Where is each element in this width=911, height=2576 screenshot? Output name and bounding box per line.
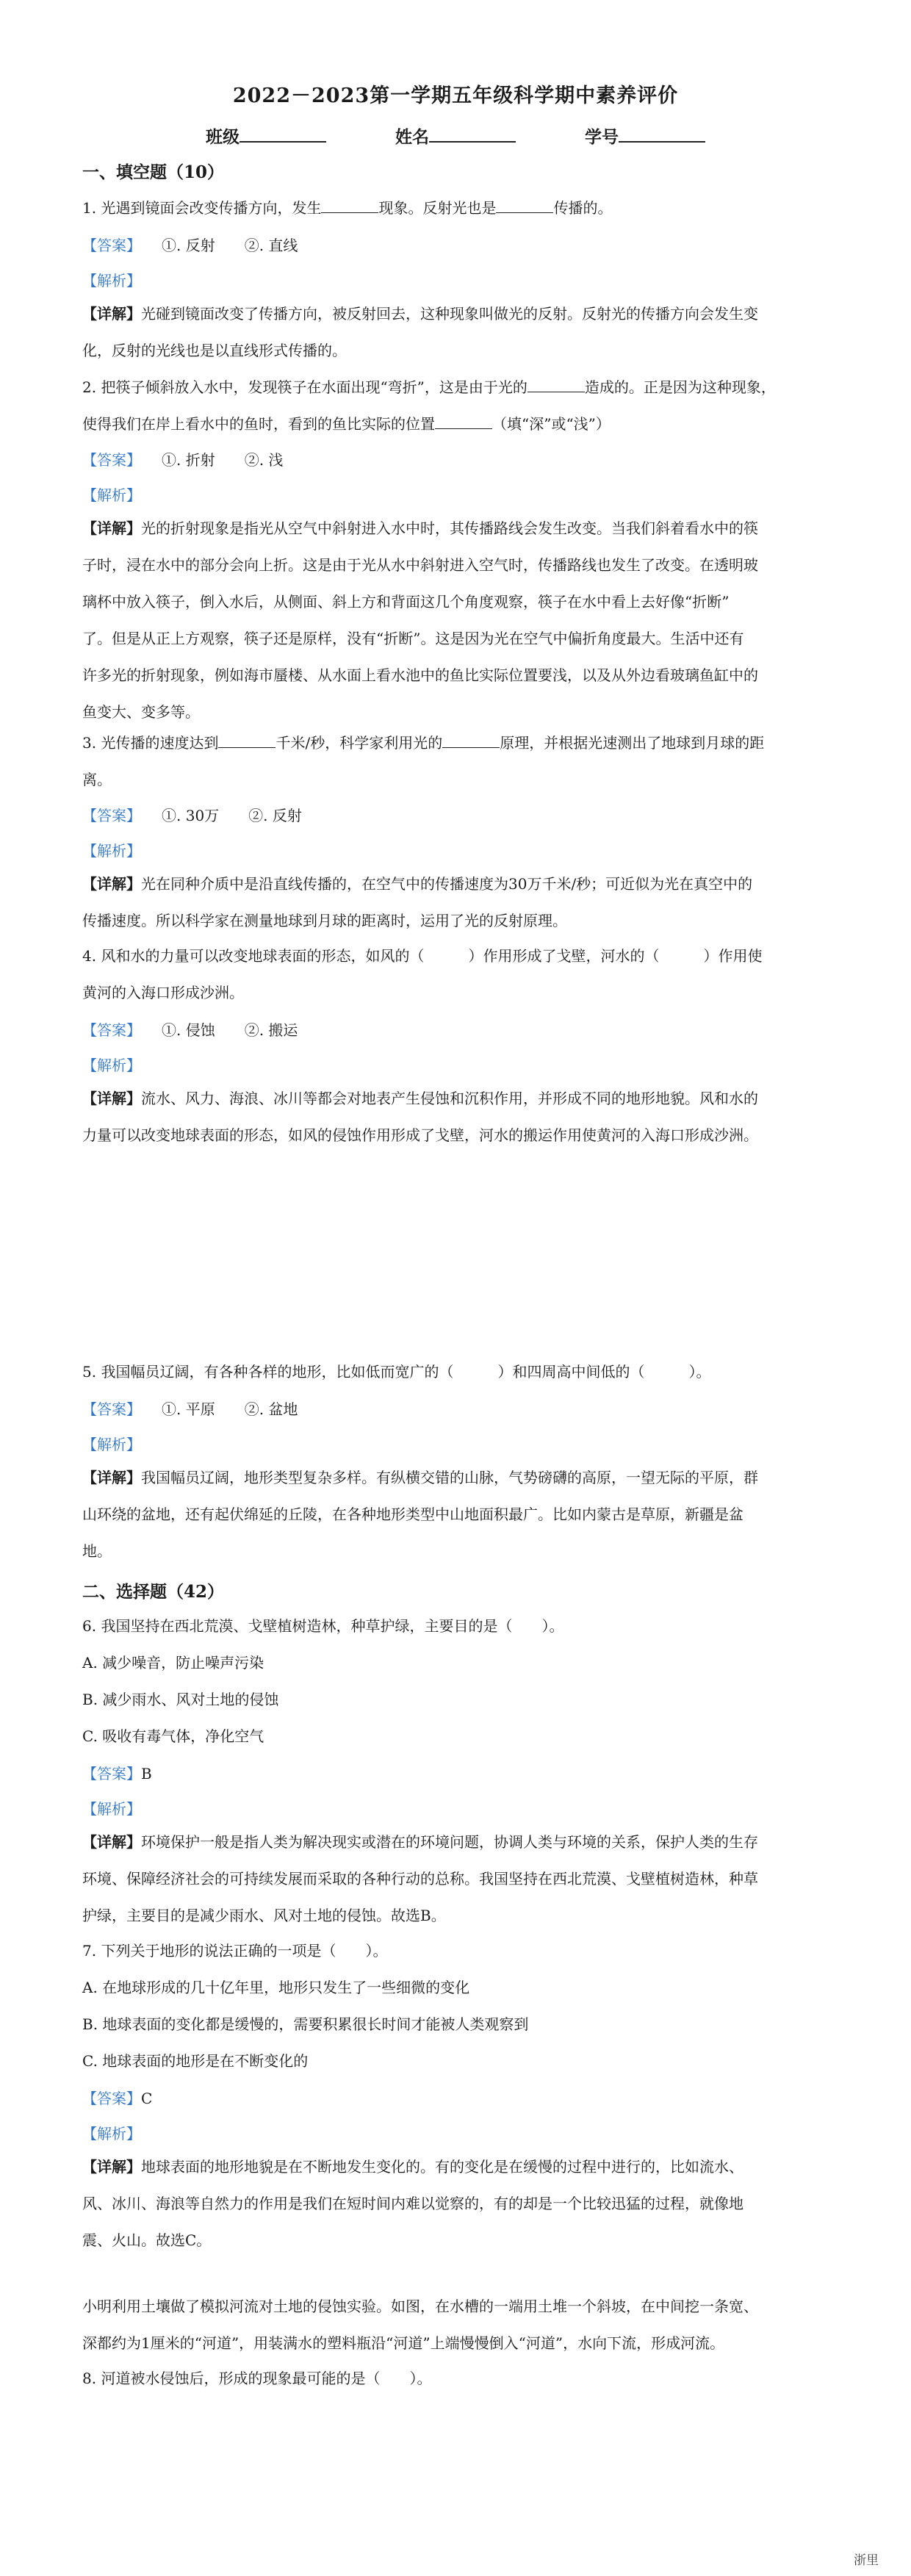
q6-option-c: C. 吸收有毒气体，净化空气 (82, 1727, 264, 1745)
q4-answer: 【答案】 ①. 侵蚀 ②. 搬运 (82, 1021, 298, 1039)
q6-answer: 【答案】B (82, 1765, 152, 1782)
q7-analysis-label: 【解析】 (82, 2125, 141, 2143)
class-blank (240, 125, 326, 143)
q1-detail: 【详解】光碰到镜面改变了传播方向，被反射回去，这种现象叫做光的反射。反射光的传播方向会发生变 化，反射的光线也是以直线形式传播的。 (82, 305, 758, 359)
number-label: 学号 (585, 127, 619, 147)
q5-analysis-label: 【解析】 (82, 1436, 141, 1453)
q8-intro: 小明利用土壤做了模拟河流对土地的侵蚀实验。如图，在水槽的一端用土堆一个斜坡，在中间挖一条宽、 深都约为1厘米的“河道”，用装满水的塑料瓶沿“河道”上端慢慢倒入“河道”，水向下流，形成河流。 (82, 2298, 758, 2352)
q3-answer: 【答案】 ①. 30万 ②. 反射 (82, 807, 302, 824)
number-blank (619, 125, 705, 143)
q5-detail: 【详解】我国幅员辽阔，地形类型复杂多样。有纵横交错的山脉，气势磅礴的高原，一望无际的平原，群 山环绕的盆地，还有起伏绵延的丘陵，在各种地形类型中山地面积最广。比如内蒙古是草原，新疆是盆 地。 (82, 1469, 758, 1560)
q1-analysis-label: 【解析】 (82, 272, 141, 289)
section-choice-heading: 二、选择题（42） (82, 1582, 225, 1602)
q7-option-c: C. 地球表面的地形是在不断变化的 (82, 2052, 309, 2070)
q4-detail: 【详解】流水、风力、海浪、冰川等都会对地表产生侵蚀和沉积作用，并形成不同的地形地貌。风和水的 力量可以改变地球表面的形态，如风的侵蚀作用形成了戈壁，河水的搬运作用使黄河的入海口形成沙洲。 (82, 1090, 758, 1144)
q6-stem: 6. 我国坚持在西北荒漠、戈壁植树造林，种草护绿，主要目的是（ ）。 A. 减少噪音，防止噪声污染 B. 减少雨水、风对土地的侵蚀 C. 吸收有毒气体，净化空气 (82, 1617, 564, 1745)
q4-analysis-label: 【解析】 (82, 1057, 141, 1074)
q5-stem: 5. 我国幅员辽阔，有各种各样的地形，比如低而宽广的（ ）和四周高中间低的（ ）。 (82, 1363, 711, 1381)
page-footer: 浙里 (854, 2553, 879, 2568)
q6-analysis-label: 【解析】 (82, 1800, 141, 1818)
q5-answer: 【答案】 ①. 平原 ②. 盆地 (82, 1400, 298, 1418)
q1-line1: 1. 光遇到镜面会改变传播方向，发生 现象。反射光也是 传播的。 (82, 199, 613, 217)
page-title: 2022－2023第一学期五年级科学期中素养评价 (232, 84, 679, 107)
q2-detail: 【详解】光的折射现象是指光从空气中斜射进入水中时，其传播路线会发生改变。当我们斜着看水中的筷 子时，浸在水中的部分会向上折。这是由于光从水中斜射进入空气时，传播路线也发生了改变。在透明玻 璃杯中放入筷子，倒入水后，从侧面、斜上方和背面这几个角度观察，筷子在水中看上去好像“折断” 了。但是从正上方观察，筷子还是原样，没有“折断”。这是因为光在空气中偏折角度最大。生活中还有 许多光的折射现象，例如海市蜃楼、从水面上看水池中的鱼比实际位置要浅，以及从外边看玻璃鱼缸中的 鱼变大、变多等。 (82, 519, 758, 721)
q7-answer: 【答案】C (82, 2090, 153, 2107)
q7-detail: 【详解】地球表面的地形地貌是在不断地发生变化的。有的变化是在缓慢的过程中进行的，比如流水、 风、冰川、海浪等自然力的作用是我们在短时间内难以觉察的，有的却是一个比较迅猛的过程，就像地 震、火山。故选C。 (82, 2158, 743, 2249)
q7-option-a: A. 在地球形成的几十亿年里，地形只发生了一些细微的变化 (82, 1979, 470, 1996)
q2-stem: 2. 把筷子倾斜放入水中，发现筷子在水面出现“弯折”，这是由于光的 造成的。正是因为这种现象， 使得我们在岸上看水中的鱼时，看到的鱼比实际的位置 （填“深”或“浅”） (82, 378, 776, 433)
section-fill-heading: 一、填空题（10） (82, 162, 225, 182)
q1-answer: 【答案】 ①. 反射 ②. 直线 (82, 237, 298, 254)
q2-answer: 【答案】 ①. 折射 ②. 浅 (82, 451, 284, 469)
q6-option-b: B. 减少雨水、风对土地的侵蚀 (82, 1691, 279, 1708)
q6-option-a: A. 减少噪音，防止噪声污染 (82, 1654, 264, 1672)
q6-detail: 【详解】环境保护一般是指人类为解决现实或潜在的环境问题，协调人类与环境的关系，保护人类的生存 环境、保障经济社会的可持续发展而采取的各种行动的总称。我国坚持在西北荒漠、戈壁植树造林，种草 护绿，主要目的是减少雨水、风对土地的侵蚀。故选B。 (82, 1833, 758, 1924)
name-blank (429, 125, 516, 143)
q3-detail: 【详解】光在同种介质中是沿直线传播的，在空气中的传播速度为30万千米/秒；可近似为光在真空中的 传播速度。所以科学家在测量地球到月球的距离时，运用了光的反射原理。 (82, 875, 753, 929)
student-info-line (0, 123, 911, 148)
q4-stem: 4. 风和水的力量可以改变地球表面的形态，如风的（ ）作用形成了戈壁，河水的（ ）作用使 黄河的入海口形成沙洲。 (82, 947, 763, 1001)
q3-analysis-label: 【解析】 (82, 842, 141, 860)
name-label: 姓名 (395, 127, 429, 147)
q8-stem: 8. 河道被水侵蚀后，形成的现象最可能的是（ ）。 (82, 2370, 432, 2387)
q3-stem: 3. 光传播的速度达到 千米/秒，科学家利用光的 原理，并根据光速测出了地球到月球的距 离。 (82, 734, 765, 788)
q7-stem: 7. 下列关于地形的说法正确的一项是（ ）。 A. 在地球形成的几十亿年里，地形只发生了一些细微的变化 B. 地球表面的变化都是缓慢的，需要积累很长时间才能被人类观察到 C. 地球表面的地形是在不断变化的 (82, 1942, 529, 2070)
q7-option-b: B. 地球表面的变化都是缓慢的，需要积累很长时间才能被人类观察到 (82, 2015, 529, 2033)
class-label: 班级 (205, 127, 240, 147)
q2-analysis-label: 【解析】 (82, 486, 141, 504)
